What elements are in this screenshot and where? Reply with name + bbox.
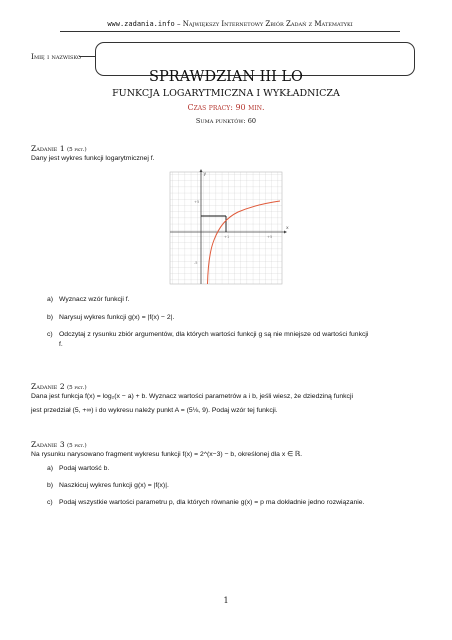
task1-item-c: c) Odczytaj z rysunku zbiór argumentów, dla których wartości funkcji g są nie mniejsze od wartości funkcji (47, 331, 369, 338)
page-header (60, 20, 400, 32)
y-tick-label-pos: +5 (194, 200, 200, 204)
name-label: Imię i nazwisko (31, 52, 82, 61)
header-separator: – (174, 20, 183, 28)
task1-item-c-cont: f. (59, 341, 63, 348)
task3-intro: Na rysunku narysowano fragment wykresu funkcji f(x) = 2^(x−3) − b, określonej dla x ∈ ℝ. (31, 451, 303, 458)
y-axis-label: y (203, 172, 207, 177)
x-axis-label: x (286, 226, 289, 231)
page-number: 1 (223, 596, 229, 605)
task3-item-a: a) Podaj wartość b. (47, 465, 110, 472)
page-title: SPRAWDZIAN III LO (149, 69, 303, 85)
x-tick-label: +1 (224, 235, 230, 239)
header-tagline: Największy Internetowy Zbiór Zadań z Matematyki (182, 20, 353, 28)
task2-title: Zadanie 2 (5 pkt.) (31, 382, 87, 391)
task2-line2: jest przedział (5, +∞) i do wykresu należy punkt A = (5⅛, 9). Podaj wzór tej funkcji. (31, 407, 278, 414)
log-graph (166, 168, 290, 290)
page-subtitle: FUNKCJA LOGARYTMICZNA I WYKŁADNICZA (112, 88, 340, 99)
time-limit: Czas pracy: 90 min. (187, 103, 265, 112)
task1-item-b: b) Narysuj wykres funkcji g(x) = |f(x) − 2|. (47, 314, 175, 321)
x-tick-label-2: +5 (267, 235, 273, 239)
task2-line1: Dana jest funkcja f(x) = log₂(x − a) + b. Wyznacz wartości parametrów a i b, jeśli wiesz, że dziedziną funkcji (31, 393, 353, 400)
task1-intro: Dany jest wykres funkcji logarytmicznej f. (31, 155, 155, 162)
points-total: Suma punktów: 60 (195, 117, 257, 125)
task1-item-a: a) Wyznacz wzór funkcji f. (47, 296, 130, 303)
name-rule (79, 56, 95, 57)
task1-title: Zadanie 1 (5 pkt.) (31, 144, 87, 153)
y-axis-arrow (200, 169, 203, 172)
task3-item-b: b) Naszkicuj wykres funkcji g(x) = |f(x)|. (47, 482, 169, 489)
task3-title: Zadanie 3 (5 pkt.) (31, 440, 87, 449)
task3-item-c: c) Podaj wszystkie wartości parametru p, dla których równanie g(x) = p ma dokładnie jedno rozwiązanie. (47, 499, 365, 506)
y-tick-label-neg: -5 (194, 261, 198, 265)
header-url[interactable]: www.zadania.info (107, 20, 175, 28)
